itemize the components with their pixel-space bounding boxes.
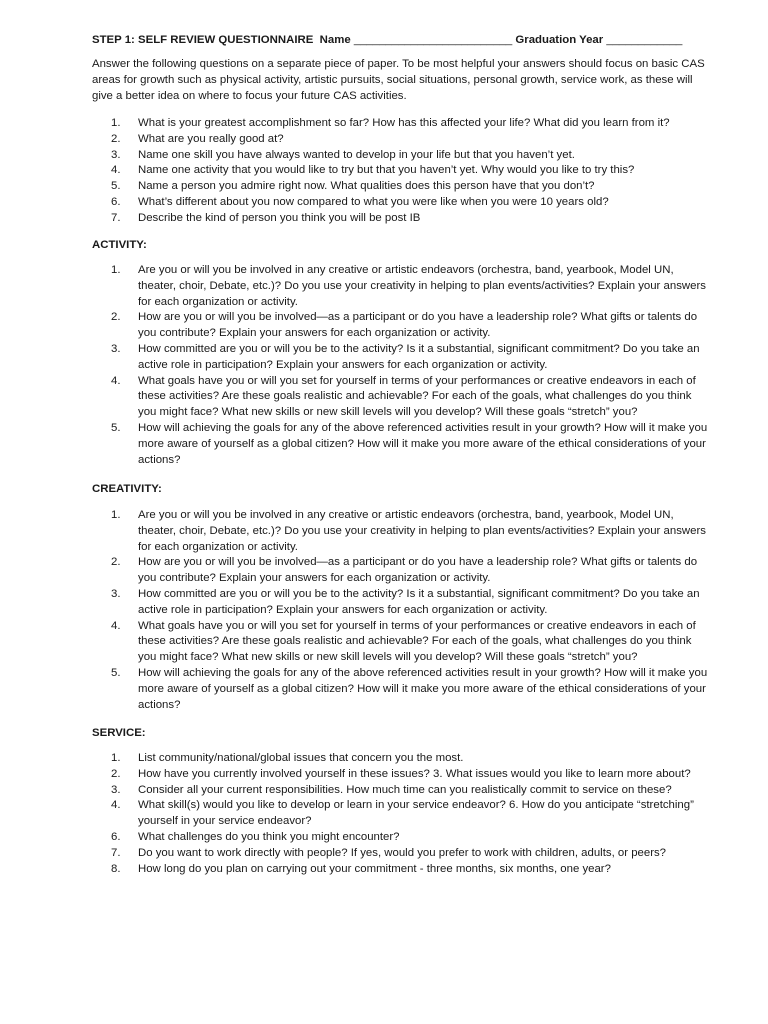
item-number: 3. — [111, 148, 121, 161]
item-number: 8. — [111, 862, 121, 875]
item-text: What skill(s) would you like to develop or learn in your service endeavor? 6. How do you anticipate “stretching” yourself in your service endeavor? — [138, 799, 694, 828]
item-number: 3. — [111, 342, 121, 355]
list-item — [111, 666, 711, 713]
item-text: Name one activity that you would like to try but that you haven’t yet. Why would you like to try this? — [138, 164, 635, 177]
item-text: How are you or will you be involved—as a participant or do you have a leadership role? What gifts or talents do you contribute? Explain your answers for each organization or activity. — [138, 556, 698, 585]
item-text: What is your greatest accomplishment so far? How has this affected your life? What did you learn from it? — [138, 117, 670, 129]
list-item — [111, 211, 711, 227]
page-title: STEP 1: SELF REVIEW QUESTIONNAIRE — [92, 34, 314, 46]
item-text: How will achieving the goals for any of the above referenced activities result in your growth? How will it make you more aware of yourself as a global citizen? How will it make you more aware of the ethical considerations of your actions? — [138, 421, 708, 466]
list-item — [111, 132, 711, 148]
item-text: Name one skill you have always wanted to develop in your life but that you haven’t yet. — [138, 148, 575, 161]
activity-heading: ACTIVITY: — [92, 239, 147, 251]
item-number: 3. — [111, 783, 121, 796]
item-text: Name a person you admire right now. What qualities does this person have that you don’t? — [138, 180, 595, 193]
item-text: What goals have you or will you set for yourself in terms of your performances or creative endeavors in each of these activities? Are these goals realistic and achievable? For each of the goals, what challenges do you think you might face? What new skills or new skill levels will you develop? Will these goals “stretch” you? — [138, 374, 696, 419]
item-text: How committed are you or will you be to the activity? Is it a substantial, significant commitment? Do you take an active role in participation? Explain your answers for each organization or activity. — [138, 587, 700, 616]
list-item — [111, 751, 711, 767]
item-text: How have you currently involved yourself in these issues? 3. What issues would you like to learn more about? — [138, 767, 691, 780]
list-item — [111, 555, 711, 587]
item-number: 1. — [111, 264, 121, 276]
list-item — [111, 263, 711, 310]
name-blank: _________________________ — [353, 34, 513, 46]
item-text: How committed are you or will you be to the activity? Is it a substantial, significant commitment? Do you take an active role in participation? Explain your answers for each organization or activity. — [138, 342, 700, 371]
self-review-list — [111, 116, 711, 227]
questionnaire-header — [92, 33, 712, 49]
item-number: 3. — [111, 587, 121, 600]
name-label: Name — [319, 34, 351, 46]
list-item — [111, 116, 711, 132]
item-text: How will achieving the goals for any of the above referenced activities result in your growth? How will it make you more aware of yourself as a global citizen? How will it make you more aware of the ethical considerations of your actions? — [138, 666, 708, 711]
service-heading: SERVICE: — [92, 727, 146, 739]
item-text: What’s different about you now compared to what you were like when you were 10 years old? — [138, 195, 609, 208]
item-number: 5. — [111, 666, 121, 679]
item-number: 2. — [111, 311, 121, 324]
activity-list — [111, 263, 711, 468]
item-number: 7. — [111, 211, 121, 224]
item-number: 7. — [111, 846, 121, 859]
list-item — [111, 179, 711, 195]
item-number: 2. — [111, 132, 121, 145]
list-item — [111, 421, 711, 468]
item-number: 4. — [111, 164, 121, 177]
list-item — [111, 148, 711, 164]
item-text: Describe the kind of person you think you will be post IB — [138, 211, 421, 224]
item-text: What are you really good at? — [138, 132, 284, 145]
list-item — [111, 195, 711, 211]
graduation-year-blank: ____________ — [606, 34, 683, 46]
item-text: What challenges do you think you might encounter? — [138, 830, 400, 843]
item-text: How long do you plan on carrying out your commitment - three months, six months, one year? — [138, 862, 611, 875]
item-text: How are you or will you be involved—as a participant or do you have a leadership role? What gifts or talents do you contribute? Explain your answers for each organization or activity. — [138, 311, 698, 340]
item-number: 5. — [111, 421, 121, 434]
list-item — [111, 767, 711, 783]
item-text: List community/national/global issues that concern you the most. — [138, 752, 464, 764]
list-item — [111, 310, 711, 342]
item-number: 4. — [111, 374, 121, 387]
list-item — [111, 846, 711, 862]
item-number: 4. — [111, 619, 121, 632]
item-number: 2. — [111, 556, 121, 569]
item-number: 2. — [111, 767, 121, 780]
item-number: 1. — [111, 509, 121, 521]
list-item — [111, 798, 711, 830]
list-item — [111, 783, 711, 799]
list-item — [111, 342, 711, 374]
item-number: 6. — [111, 830, 121, 843]
item-text: Consider all your current responsibilities. How much time can you realistically commit to service on these? — [138, 783, 672, 796]
item-text: Do you want to work directly with people? If yes, would you prefer to work with children, adults, or peers? — [138, 846, 667, 859]
item-text: Are you or will you be involved in any creative or artistic endeavors (orchestra, band, yearbook, Model UN, theater, choir, Debate, etc.)? Do you use your creativity in helping to plan events/activities? Explain your answers for each organization or activity. — [138, 264, 706, 308]
item-text: What goals have you or will you set for yourself in terms of your performances or creative endeavors in each of these activities? Are these goals realistic and achievable? For each of the goals, what challenges do you think you might face? What new skills or new skill levels will you develop? Will these goals “stretch” you? — [138, 619, 696, 664]
intro-paragraph: Answer the following questions on a separate piece of paper. To be most helpful your answers should focus on basic CAS areas for growth such as physical activity, artistic pursuits, social situations, personal growth, service work, as these will give a better idea on where to focus your future CAS activities. — [92, 58, 705, 102]
list-item — [111, 862, 711, 878]
list-item — [111, 830, 711, 846]
item-number: 5. — [111, 180, 121, 193]
creativity-heading: CREATIVITY: — [92, 483, 162, 495]
list-item — [111, 619, 711, 666]
list-item — [111, 163, 711, 179]
list-item — [111, 587, 711, 619]
item-number: 4. — [111, 799, 121, 812]
graduation-year-label: Graduation Year — [515, 34, 604, 46]
item-number: 6. — [111, 195, 121, 208]
list-item — [111, 374, 711, 421]
creativity-list — [111, 508, 711, 713]
item-text: Are you or will you be involved in any creative or artistic endeavors (orchestra, band, yearbook, Model UN, theater, choir, Debate, etc.)? Do you use your creativity in helping to plan events/activities? Explain your answers for each organization or activity. — [138, 509, 706, 553]
item-number: 1. — [111, 117, 121, 129]
item-number: 1. — [111, 752, 121, 764]
list-item — [111, 508, 711, 555]
service-list — [111, 751, 711, 877]
